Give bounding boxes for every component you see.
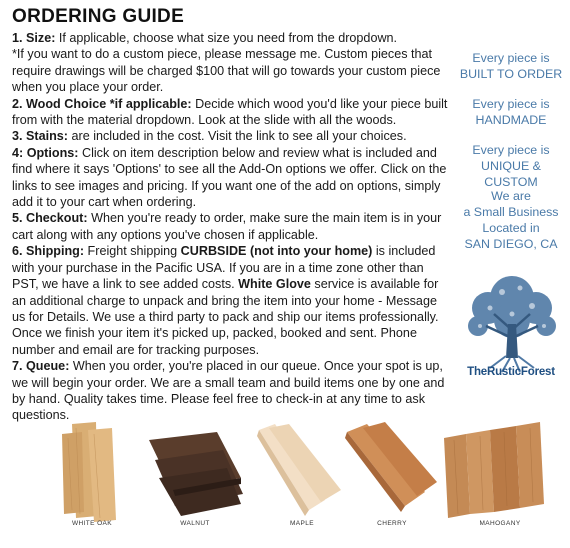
side-line: Every piece is bbox=[472, 51, 550, 65]
side-note-handmade bbox=[455, 96, 567, 128]
step-text: Freight shipping bbox=[84, 244, 181, 259]
step-heading: 1. Size: bbox=[12, 31, 56, 45]
walnut-sample-icon bbox=[145, 420, 245, 530]
side-line: We are bbox=[491, 189, 531, 203]
step-heading: 5. Checkout: bbox=[12, 211, 88, 226]
step-text: Click on item description below and review what is included and find where it says 'Options' to see all the Add-On options we offer. Click on the links to see images and pricing. If you want one of the add on options, simply add it to your cart when ordering. bbox=[12, 145, 447, 210]
curbside-text: CURBSIDE (not into your home) bbox=[180, 244, 373, 259]
page-title: ORDERING GUIDE bbox=[12, 6, 185, 27]
step-text: When you're ready to order, make sure the main item is in your cart along with any options you've chosen if applicable. bbox=[12, 211, 442, 242]
white-glove-text: White Glove bbox=[238, 277, 311, 292]
side-line: Every piece is bbox=[472, 143, 550, 157]
step-heading: 6. Shipping: bbox=[12, 244, 85, 259]
step-wood-choice bbox=[12, 96, 452, 129]
wood-label-mahogany: MAHOGANY bbox=[479, 520, 521, 527]
side-note-unique-custom bbox=[455, 142, 567, 190]
step-text: are included in the cost. Visit the link to see all your choices. bbox=[68, 129, 407, 144]
step-heading: 7. Queue: bbox=[12, 359, 70, 374]
side-line: UNIQUE & CUSTOM bbox=[481, 159, 541, 189]
side-line: SAN DIEGO, CA bbox=[464, 237, 558, 251]
step-queue bbox=[12, 358, 452, 424]
step-size bbox=[12, 30, 452, 96]
wood-label-maple: MAPLE bbox=[289, 520, 315, 527]
step-text: is included with your purchase in the Pacific USA. If you are in a time zone other than PST, we have a link to see added costs. bbox=[12, 244, 436, 292]
step-text: service is available for an additional charge to unpack and bring the item into your home - Message us for Details. We use a third party to pack and ship our items professionally. Once we finish your item it's picked up, packed, booked and sent. Phone number and email are for tracking purposes. bbox=[12, 277, 439, 357]
wood-label-white-oak: WHITE OAK bbox=[71, 520, 113, 527]
step-text: When you order, you're placed in our queue. Once your spot is up, we will begin your order. We are a small team and build items one by one and by hand. Quality takes time. Please feel free to check-in at any time to ask questions. bbox=[12, 359, 445, 423]
mahogany-sample-icon bbox=[440, 420, 550, 530]
side-line: BUILT TO ORDER bbox=[459, 67, 563, 81]
side-line: Located in bbox=[482, 221, 540, 235]
step-text: If applicable, choose what size you need from the dropdown. *If you want to do a custom piece, please message me. Custom pieces that require drawings will be charged $100 that will go towards your custom piece when you place your order. bbox=[12, 31, 441, 95]
wood-label-cherry: CHERRY bbox=[377, 520, 407, 527]
step-stains bbox=[12, 128, 452, 144]
step-options bbox=[12, 145, 452, 211]
tree-logo-icon bbox=[458, 268, 566, 380]
maple-sample-icon bbox=[255, 420, 345, 530]
side-line: a Small Business bbox=[463, 205, 559, 219]
step-heading: 3. Stains: bbox=[12, 129, 68, 144]
wood-label-walnut: WALNUT bbox=[180, 520, 210, 527]
side-line: Every piece is bbox=[472, 97, 550, 111]
logo-wordmark: TheRusticForest bbox=[467, 366, 555, 378]
step-heading: 2. Wood Choice *if applicable: bbox=[12, 96, 192, 111]
side-line: HANDMADE bbox=[475, 113, 547, 127]
step-text: Decide which wood you'd like your piece built from with the material dropdown. Look at the slide with all the woods. bbox=[12, 96, 448, 128]
step-heading: 4: Options: bbox=[12, 145, 79, 160]
ordering-steps bbox=[12, 30, 452, 424]
side-note-small-business bbox=[455, 188, 567, 252]
side-note-built-to-order bbox=[455, 50, 567, 82]
white-oak-sample-icon bbox=[52, 420, 132, 530]
cherry-sample-icon bbox=[345, 420, 440, 530]
step-checkout bbox=[12, 210, 452, 243]
step-shipping bbox=[12, 243, 452, 358]
